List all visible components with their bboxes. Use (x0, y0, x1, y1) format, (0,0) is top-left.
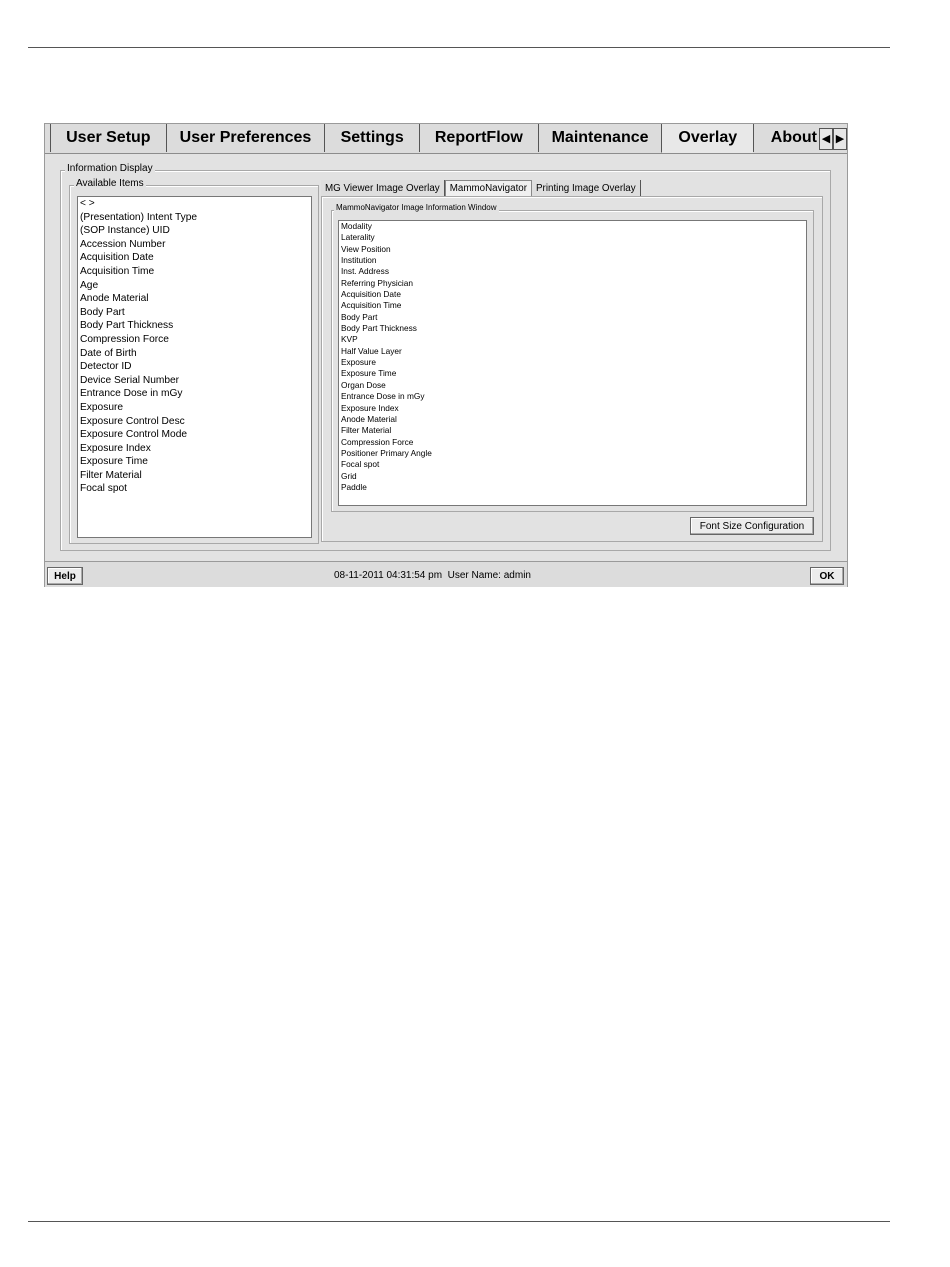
tab-label: User Preferences (179, 129, 312, 146)
page-top-rule (28, 47, 890, 48)
list-item[interactable]: Exposure Index (80, 442, 151, 454)
tab-label: Settings (340, 129, 404, 146)
list-item[interactable]: Acquisition Date (80, 252, 154, 264)
mammonavigator-window-title: MammoNavigator Image Information Window (336, 203, 497, 212)
tab-label: User Setup (66, 129, 151, 146)
button-label: Font Size Configuration (699, 520, 805, 532)
mammonavigator-items-list[interactable] (338, 220, 807, 506)
list-item[interactable]: Modality (341, 221, 372, 231)
list-item[interactable]: Body Part (80, 306, 125, 318)
list-item[interactable]: Filter Material (80, 469, 142, 481)
list-item[interactable]: Age (80, 279, 99, 291)
application-window (44, 123, 848, 587)
font-size-configuration-button[interactable] (690, 517, 814, 535)
list-item[interactable]: Exposure Time (80, 456, 148, 468)
list-item[interactable]: Compression Force (80, 333, 169, 345)
list-item[interactable]: Anode Material (80, 293, 149, 305)
available-items-list[interactable] (77, 196, 312, 538)
status-info (334, 570, 531, 581)
subtab-mg-viewer-image-overlay[interactable] (321, 180, 445, 196)
list-item[interactable]: Referring Physician (341, 277, 413, 288)
list-item[interactable]: Positioner Primary Angle (341, 447, 432, 458)
list-item[interactable]: KVP (341, 334, 358, 345)
tab-overlay[interactable] (661, 124, 753, 153)
list-item[interactable]: Detector ID (80, 361, 132, 373)
tab-maintenance[interactable] (538, 124, 662, 152)
tab-label: Maintenance (551, 129, 649, 146)
caret-right-icon[interactable]: ▶ (833, 128, 847, 150)
tab-scroll-arrows (819, 124, 847, 153)
list-item[interactable]: Half Value Layer (341, 345, 402, 356)
tab-user-preferences[interactable] (166, 124, 325, 152)
ok-button[interactable] (810, 567, 844, 585)
list-item[interactable]: Exposure (341, 357, 377, 368)
list-item[interactable]: Institution (341, 255, 377, 266)
help-button[interactable] (47, 567, 83, 585)
list-item[interactable]: Accession Number (80, 238, 166, 250)
subtab-mammonavigator[interactable] (445, 180, 532, 196)
tab-label: About (770, 129, 817, 146)
list-item[interactable]: Body Part Thickness (341, 323, 417, 334)
list-item[interactable]: Exposure Time (341, 368, 397, 379)
tab-settings[interactable] (324, 124, 419, 152)
overlay-sub-tabs (321, 180, 641, 196)
subtab-label: Printing Image Overlay (536, 182, 636, 194)
list-item[interactable]: Organ Dose (341, 379, 386, 390)
status-bar (45, 561, 847, 587)
status-user-name: admin (503, 570, 531, 581)
list-item[interactable]: Exposure Control Desc (80, 415, 185, 427)
list-item[interactable]: Focal spot (80, 483, 127, 495)
button-label: Help (54, 570, 76, 582)
tab-about[interactable] (753, 124, 819, 152)
main-tab-bar (45, 124, 847, 154)
information-display-title: Information Display (67, 163, 153, 174)
status-user-label: User Name: (447, 570, 501, 581)
list-item[interactable]: (SOP Instance) UID (80, 225, 170, 237)
tab-label: ReportFlow (434, 129, 523, 146)
list-item[interactable]: Acquisition Time (80, 265, 155, 277)
list-item[interactable]: Compression Force (341, 436, 414, 447)
subtab-label: MG Viewer Image Overlay (325, 182, 440, 194)
list-item[interactable]: Inst. Address (341, 266, 389, 277)
list-item[interactable]: < > (80, 198, 95, 209)
tab-reportflow[interactable] (419, 124, 538, 152)
list-item[interactable]: Body Part (341, 311, 378, 322)
list-item[interactable]: Entrance Dose in mGy (80, 388, 183, 400)
list-item[interactable]: Anode Material (341, 413, 397, 424)
list-item[interactable]: Exposure Index (341, 402, 399, 413)
tab-user-setup[interactable] (50, 124, 166, 152)
list-item[interactable]: Body Part Thickness (80, 320, 174, 332)
list-item[interactable]: Focal spot (341, 459, 380, 470)
list-item[interactable]: Paddle (341, 481, 367, 492)
page-bottom-rule (28, 1221, 890, 1222)
subtab-label: MammoNavigator (449, 183, 528, 194)
list-item[interactable]: Exposure Control Mode (80, 429, 188, 441)
tab-label: Overlay (678, 129, 738, 146)
subtab-printing-image-overlay[interactable] (532, 180, 641, 196)
list-item[interactable]: Exposure (80, 401, 124, 413)
list-item[interactable]: Filter Material (341, 425, 392, 436)
status-datetime: 08-11-2011 04:31:54 pm (334, 570, 443, 581)
list-item[interactable]: Entrance Dose in mGy (341, 391, 425, 402)
list-item[interactable]: Device Serial Number (80, 374, 180, 386)
caret-left-icon[interactable]: ◀ (819, 128, 833, 150)
list-item[interactable]: Grid (341, 470, 357, 481)
list-item[interactable]: Date of Birth (80, 347, 137, 359)
button-label: OK (819, 570, 835, 582)
list-item[interactable]: Acquisition Time (341, 300, 402, 311)
list-item[interactable]: View Position (341, 243, 391, 254)
list-item[interactable]: Laterality (341, 232, 375, 243)
available-items-title: Available Items (76, 178, 144, 189)
list-item[interactable]: (Presentation) Intent Type (80, 211, 198, 223)
list-item[interactable]: Acquisition Date (341, 289, 401, 300)
